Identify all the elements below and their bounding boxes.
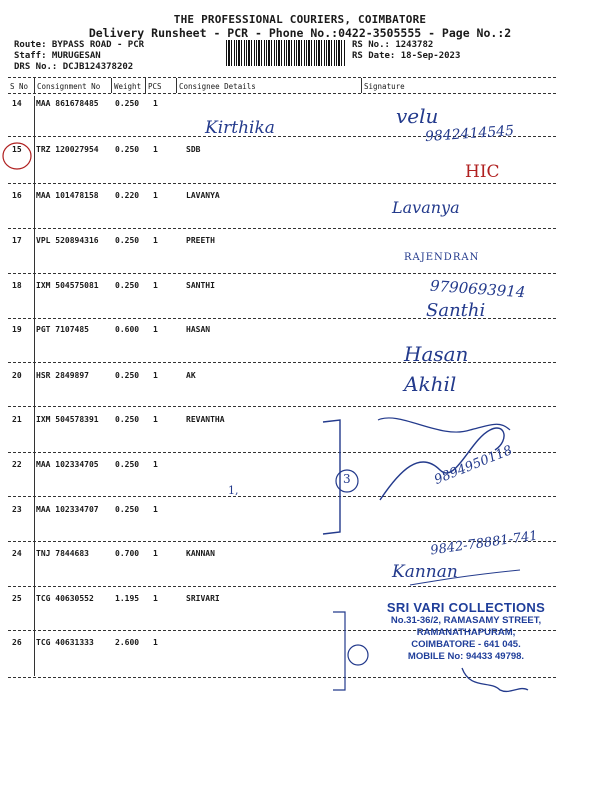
handwritten-phone: 9894950118 bbox=[432, 443, 515, 488]
row-consignment: TCG 40630552 bbox=[36, 594, 94, 603]
handwritten-signature: Santhi bbox=[426, 300, 486, 321]
row-consignee: REVANTHA bbox=[186, 415, 225, 424]
handwritten-phone: 9790693914 bbox=[429, 276, 526, 302]
stamp-address: RAMANATHAPURAM, bbox=[416, 627, 516, 638]
col-weight-header: Weight bbox=[114, 82, 142, 91]
row-consignment: MAA 101478158 bbox=[36, 191, 99, 200]
row-consignee: AK bbox=[186, 371, 196, 380]
row-sno: 24 bbox=[12, 549, 22, 558]
row-weight: 2.600 bbox=[115, 638, 140, 647]
company-title: THE PROFESSIONAL COURIERS, COIMBATORE bbox=[173, 13, 427, 26]
row-pcs: 1 bbox=[153, 281, 158, 290]
row-weight: 0.700 bbox=[115, 549, 140, 558]
row-sno: 16 bbox=[12, 191, 22, 200]
row-consignee: PREETH bbox=[186, 236, 215, 245]
handwritten-signature: Lavanya bbox=[392, 198, 460, 217]
row-weight: 1.195 bbox=[115, 594, 140, 603]
row-consignment: IXM 504578391 bbox=[36, 415, 99, 424]
row-sno: 15 bbox=[12, 145, 22, 154]
row-consignee: SRIVARI bbox=[186, 594, 220, 603]
row-consignee: KANNAN bbox=[186, 549, 215, 558]
row-consignee: LAVANYA bbox=[186, 191, 220, 200]
staff-text: Staff: MURUGESAN bbox=[14, 51, 101, 61]
row-weight: 0.250 bbox=[115, 460, 140, 469]
route-text: Route: BYPASS ROAD - PCR bbox=[14, 40, 145, 50]
handwritten-name: Kirthika bbox=[205, 118, 275, 138]
row-sno: 23 bbox=[12, 505, 22, 514]
row-sno: 20 bbox=[12, 371, 22, 380]
handwritten-signature: Akhil bbox=[404, 372, 457, 396]
handwritten-mark: HIC bbox=[465, 162, 500, 182]
handwritten-phone: 9842414545 bbox=[424, 122, 515, 146]
row-weight: 0.220 bbox=[115, 191, 140, 200]
row-sno: 21 bbox=[12, 415, 22, 424]
handwritten-signature: Hasan bbox=[404, 342, 469, 366]
row-sno: 14 bbox=[12, 99, 22, 108]
handwritten-phone: 9842-78881-741 bbox=[429, 528, 539, 559]
handwritten-mark: 1, bbox=[228, 484, 239, 497]
handwritten-name: RAJENDRAN bbox=[404, 252, 480, 263]
col-consignment-header: Consignment No bbox=[37, 82, 101, 91]
bracket-mark bbox=[333, 612, 345, 690]
row-weight: 0.250 bbox=[115, 145, 140, 154]
row-sno: 17 bbox=[12, 236, 22, 245]
row-pcs: 1 bbox=[153, 415, 158, 424]
row-consignment: TNJ 7844683 bbox=[36, 549, 89, 558]
row-pcs: 1 bbox=[153, 460, 158, 469]
handwritten-signature: Kannan bbox=[392, 562, 458, 582]
row-consignment: TRZ 120027954 bbox=[36, 145, 99, 154]
col-signature-header: Signature bbox=[364, 82, 405, 91]
row-consignment: IXM 504575081 bbox=[36, 281, 99, 290]
row-weight: 0.250 bbox=[115, 236, 140, 245]
row-pcs: 1 bbox=[153, 549, 158, 558]
drs-number: DRS No.: DCJB124378202 bbox=[14, 62, 134, 72]
row-consignment: MAA 102334705 bbox=[36, 460, 99, 469]
bracket-mark bbox=[323, 420, 340, 534]
row-pcs: 1 bbox=[153, 99, 158, 108]
row-pcs: 1 bbox=[153, 236, 158, 245]
row-sno: 22 bbox=[12, 460, 22, 469]
row-sno: 25 bbox=[12, 594, 22, 603]
row-pcs: 1 bbox=[153, 325, 158, 334]
row-weight: 0.250 bbox=[115, 415, 140, 424]
stamp-address: No.31-36/2, RAMASAMY STREET, bbox=[390, 615, 542, 626]
row-sno: 18 bbox=[12, 281, 22, 290]
stamp-address: COIMBATORE - 641 045. bbox=[411, 639, 521, 650]
circle-mark bbox=[3, 143, 31, 169]
row-consignee: SANTHI bbox=[186, 281, 215, 290]
row-weight: 0.600 bbox=[115, 325, 140, 334]
col-sno-header: S No bbox=[10, 82, 29, 91]
row-consignment: TCG 40631333 bbox=[36, 638, 94, 647]
rs-number: RS No.: 1243782 bbox=[352, 40, 434, 50]
col-pcs-header: PCS bbox=[148, 82, 162, 91]
company-stamp bbox=[380, 600, 552, 663]
rs-date: RS Date: 18-Sep-2023 bbox=[352, 51, 461, 61]
row-pcs: 1 bbox=[153, 594, 158, 603]
row-sno: 26 bbox=[12, 638, 22, 647]
stamp-name: SRI VARI COLLECTIONS bbox=[386, 600, 546, 615]
signature-scribble bbox=[462, 668, 528, 691]
row-consignment: PGT 7107485 bbox=[36, 325, 89, 334]
row-pcs: 1 bbox=[153, 638, 158, 647]
row-consignment: HSR 2849897 bbox=[36, 371, 89, 380]
row-consignment: MAA 861678485 bbox=[36, 99, 99, 108]
col-consignee-header: Consignee Details bbox=[179, 82, 256, 91]
row-pcs: 1 bbox=[153, 191, 158, 200]
circle-mark bbox=[348, 645, 368, 665]
runsheet-title: Delivery Runsheet - PCR - Phone No.:0422-3505555 - Page No.:2 bbox=[88, 26, 512, 40]
row-pcs: 1 bbox=[153, 145, 158, 154]
row-consignee: SDB bbox=[186, 145, 201, 154]
row-consignee: HASAN bbox=[186, 325, 211, 334]
row-weight: 0.250 bbox=[115, 505, 140, 514]
handwritten-mark: 3 bbox=[343, 472, 351, 486]
handwritten-name: velu bbox=[396, 104, 439, 128]
row-consignment: MAA 102334707 bbox=[36, 505, 99, 514]
stamp-phone: MOBILE No: 94433 49798. bbox=[407, 651, 525, 662]
row-pcs: 1 bbox=[153, 371, 158, 380]
row-consignment: VPL 520894316 bbox=[36, 236, 99, 245]
row-weight: 0.250 bbox=[115, 99, 140, 108]
row-pcs: 1 bbox=[153, 505, 158, 514]
row-weight: 0.250 bbox=[115, 281, 140, 290]
row-weight: 0.250 bbox=[115, 371, 140, 380]
row-sno: 19 bbox=[12, 325, 22, 334]
